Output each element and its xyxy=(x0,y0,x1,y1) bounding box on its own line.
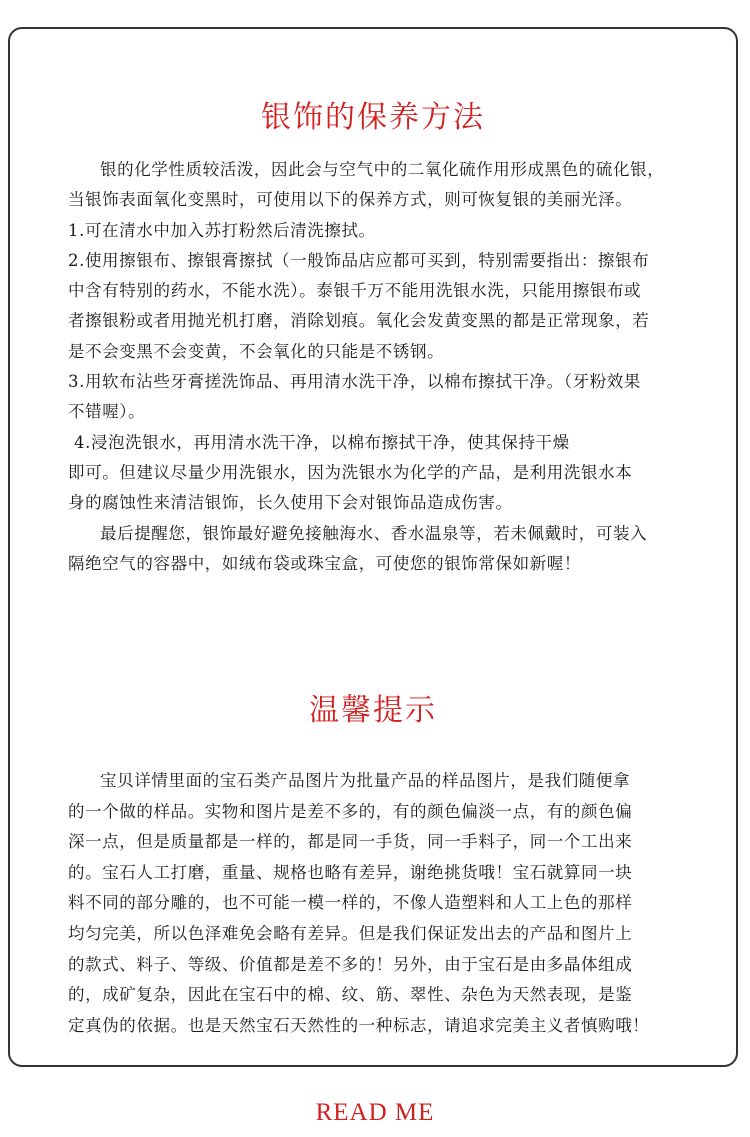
tips-line: 料不同的部分雕的，也不可能一模一样的，不像人造塑料和人工上色的那样 xyxy=(68,893,633,913)
content-card xyxy=(8,27,738,1067)
care-line: 银的化学性质较活泼，因此会与空气中的二氧化硫作用形成黑色的硫化银， xyxy=(100,160,665,179)
care-line: 2.使用擦银布、擦银膏擦拭（一般饰品店应都可买到，特别需要指出：擦银布 xyxy=(68,250,650,270)
tips-line: 的，成矿复杂，因此在宝石中的棉、纹、筋、翠性、杂色为天然表现，是鉴 xyxy=(68,985,633,1005)
care-line: 当银饰表面氧化变黑时，可使用以下的保养方式，则可恢复银的美丽光泽。 xyxy=(68,190,633,210)
care-title: 银饰的保养方法 xyxy=(261,100,485,135)
read-me-label: READ ME xyxy=(315,1099,435,1126)
tips-body xyxy=(68,766,708,1041)
care-line: 中含有特别的药水，不能水洗）。泰银千万不能用洗银水洗，只能用擦银布或 xyxy=(68,281,642,301)
tips-line: 的一个做的样品。实物和图片是差不多的，有的颜色偏淡一点，有的颜色偏 xyxy=(68,801,633,821)
care-line: 是不会变黑不会变黄，不会氧化的只能是不锈钢。 xyxy=(68,341,445,361)
care-line: 1.可在清水中加入苏打粉然后清洗擦拭。 xyxy=(68,220,376,240)
care-line: 隔绝空气的容器中，如绒布袋或珠宝盒，可使您的银饰常保如新喔！ xyxy=(68,553,581,573)
care-line: 者擦银粉或者用抛光机打磨，消除划痕。氧化会发黄变黑的都是正常现象，若 xyxy=(68,311,650,331)
care-line: 身的腐蚀性来清洁银饰，长久使用下会对银饰品造成伤害。 xyxy=(68,493,513,513)
tips-line: 宝贝详情里面的宝石类产品图片为批量产品的样品图片，是我们随便拿 xyxy=(100,771,631,790)
tips-line: 定真伪的依据。也是天然宝石天然性的一种标志，请追求完美主义者慎购哦！ xyxy=(68,1015,650,1035)
tips-title: 温馨提示 xyxy=(309,693,437,728)
care-line: 最后提醒您，银饰最好避免接触海水、香水温泉等，若未佩戴时，可装入 xyxy=(100,523,648,543)
care-body xyxy=(68,155,708,579)
tips-line: 深一点，但是质量都是一样的，都是同一手货，同一手料子，同一个工出来 xyxy=(68,832,633,852)
tips-line: 的。宝石人工打磨，重量、规格也略有差异，谢绝挑货哦！宝石就算同一块 xyxy=(68,862,633,882)
care-line: 3.用软布沾些牙膏搓洗饰品、再用清水洗干净，以棉布擦拭干净。（牙粉效果 xyxy=(68,372,641,392)
care-line: 即可。但建议尽量少用洗银水，因为洗银水为化学的产品，是利用洗银水本 xyxy=(68,462,633,482)
tips-line: 均匀完美，所以色泽难免会略有差异。但是我们保证发出去的产品和图片上 xyxy=(68,923,633,943)
care-line: 不错喔）。 xyxy=(68,402,146,422)
care-line: 4.浸泡洗银水，再用清水洗干净，以棉布擦拭干净，使其保持干燥 xyxy=(74,432,570,452)
tips-line: 的款式、料子、等级、价值都是差不多的！另外，由于宝石是由多晶体组成 xyxy=(68,954,633,974)
